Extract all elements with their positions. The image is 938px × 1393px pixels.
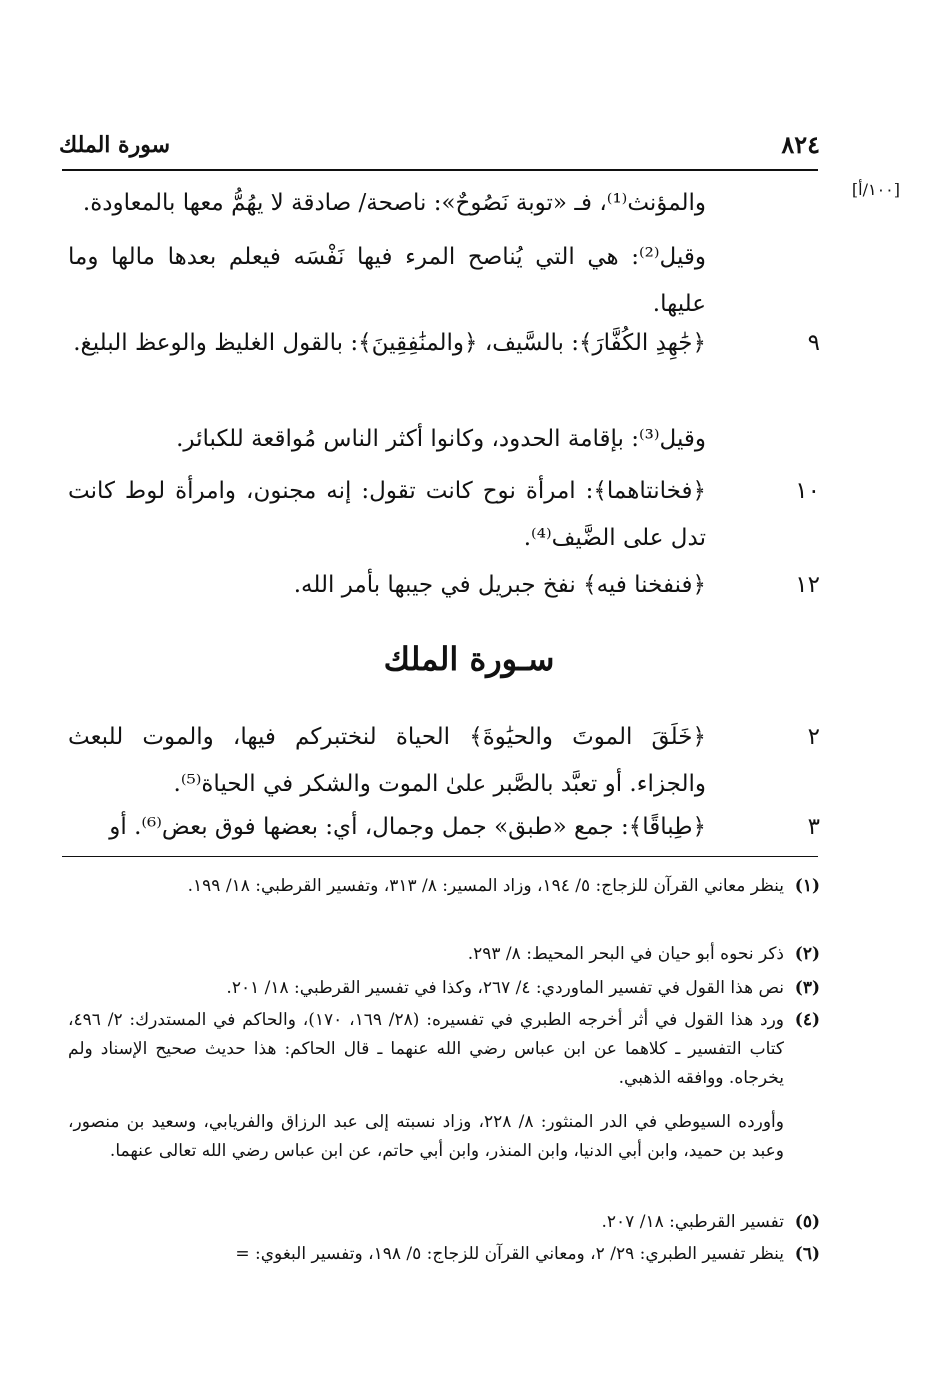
line-text: والمؤنث⁽¹⁾، فـ «توبة نَصُوحٌ»: ناصحة/ صادقة لا يهُمُّ معها بالمعاودة. bbox=[82, 190, 706, 216]
verse-text: ﴿طِباقًا﴾: جمع «طبق» جمل وجمال، أي: بعضها فوق بعض⁽⁶⁾. أو bbox=[109, 814, 706, 840]
footnote-number: (٦) bbox=[794, 1244, 820, 1264]
verse-entry bbox=[68, 468, 820, 562]
footnote-continuation bbox=[68, 1108, 820, 1166]
footnote-number: (١) bbox=[794, 876, 820, 896]
verse-entry bbox=[68, 714, 820, 808]
verse-number: ١٠ bbox=[795, 478, 820, 504]
running-header-surah-title: سورة الملك bbox=[59, 132, 170, 158]
footnote-text: ينظر تفسير الطبري: ٢٩/ ٢، ومعاني القرآن للزجاج: ٥/ ١٩٨، وتفسير البغوي: = bbox=[235, 1244, 784, 1264]
footnote-number: (٤) bbox=[794, 1010, 820, 1030]
footnote bbox=[68, 872, 820, 901]
text-line bbox=[68, 180, 706, 227]
verse-number: ٣ bbox=[807, 814, 820, 840]
footnote-text: تفسير القرطبي: ١٨/ ٢٠٧. bbox=[601, 1212, 784, 1232]
footnote bbox=[68, 974, 820, 1003]
verse-text: ﴿جَٰهِدِ الكُفَّارَ﴾: بالسَّيف، ﴿والمنَٰفِقِينَ﴾: بالقول الغليظ والوعظ البليغ. bbox=[73, 330, 706, 356]
verse-number: ٢ bbox=[807, 724, 820, 750]
verse-entry bbox=[68, 562, 820, 609]
surah-heading: سـورة الملك bbox=[383, 640, 555, 678]
footnote bbox=[68, 1006, 820, 1093]
text-line bbox=[68, 234, 706, 328]
footnote-number: (٣) bbox=[794, 978, 820, 998]
footnote bbox=[68, 1208, 820, 1237]
verse-text: ﴿خَلَقَ الموتَ والحيَٰوةَ﴾ الحياة لنختبركم فيها، والموت للبعث والجزاء. أو تعبَّد بالصَّبر علىٰ الموت والشكر في الحياة⁽⁵⁾. bbox=[68, 724, 706, 797]
footnote-rule bbox=[62, 856, 818, 857]
verse-text: ﴿فنفخنا فيه﴾ نفخ جبريل في جيبها بأمر الله. bbox=[293, 572, 706, 598]
manuscript-folio-ref: [١٠٠/أ] bbox=[851, 180, 900, 199]
verse-text: ﴿فخانتاهما﴾: امرأة نوح كانت تقول: إنه مجنون، وامرأة لوط كانت تدل على الضَّيف⁽⁴⁾. bbox=[68, 478, 706, 551]
footnote-text: نص هذا القول في تفسير الماوردي: ٤/ ٢٦٧، وكذا في تفسير القرطبي: ١٨/ ٢٠١. bbox=[226, 978, 784, 998]
page-number: ٨٢٤ bbox=[781, 130, 820, 159]
verse-entry bbox=[68, 320, 820, 367]
footnote-number: (٢) bbox=[794, 944, 820, 964]
footnote-number: (٥) bbox=[794, 1212, 820, 1232]
text-line bbox=[68, 416, 706, 463]
footnote bbox=[68, 1240, 820, 1269]
verse-number: ١٢ bbox=[795, 572, 820, 598]
footnote bbox=[68, 940, 820, 969]
line-text: وقيل⁽²⁾: هي التي يُناصح المرء فيها نَفْسَه فيعلم بعدها مالها وما عليها. bbox=[68, 244, 706, 317]
footnote-text: ورد هذا القول في أثر أخرجه الطبري في تفسيره: (٢٨/ ١٦٩، ١٧٠)، والحاكم في المستدرك: ٢/ ٤٩٦، كتاب التفسير ـ كلاهما عن ابن عباس رضي الله عنهما ـ قال الحاكم: هذا حديث صحيح الإسناد ولم يخرجاه. ووافقه الذهبي. bbox=[68, 1010, 784, 1088]
footnote-text: ذكر نحوه أبو حيان في البحر المحيط: ٨/ ٢٩٣. bbox=[467, 944, 784, 964]
verse-entry bbox=[68, 804, 820, 851]
line-text: وقيل⁽³⁾: بإقامة الحدود، وكانوا أكثر الناس مُواقعة للكبائر. bbox=[176, 426, 706, 452]
footnote-text: وأورده السيوطي في الدر المنثور: ٨/ ٢٢٨، وزاد نسبته إلى عبد الرزاق والفريابي، وسعيد بن منصور، وعبد بن حميد، وابن أبي الدنيا، وابن المنذر، وابن أبي حاتم، عن ابن عباس رضي الله تعالى عنهما. bbox=[68, 1112, 784, 1161]
footnote-text: ينظر معاني القرآن للزجاج: ٥/ ١٩٤، وزاد المسير: ٨/ ٣١٣، وتفسير القرطبي: ١٨/ ١٩٩. bbox=[187, 876, 784, 896]
verse-number: ٩ bbox=[807, 330, 820, 356]
header-rule bbox=[62, 169, 818, 171]
